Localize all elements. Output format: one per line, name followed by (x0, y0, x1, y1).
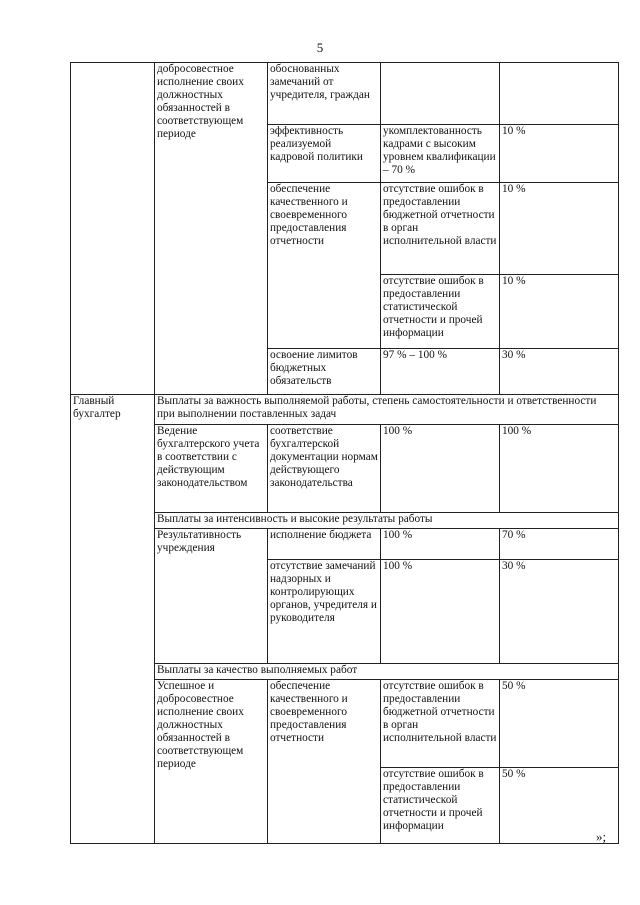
position-cell-empty (71, 63, 155, 395)
section-title: Выплаты за интенсивность и высокие результаты работы (155, 513, 619, 529)
table-row (71, 395, 619, 425)
indicator-cell: отсутствие ошибок в предоставлении бюджетной отчетности в орган исполнительной власти (381, 183, 500, 275)
section-title: Выплаты за важность выполняемой работы, степень самостоятельности и ответственности при выполнении поставленных задач (155, 395, 619, 425)
value-cell: 50 % (500, 768, 619, 844)
condition-cell: отсутствие замечаний надзорных и контролирующих органов, учредителя и руководителя (268, 560, 381, 664)
indicator-cell (381, 63, 500, 125)
criterion-cell: Результативность учреждения (155, 529, 268, 664)
condition-cell: эффективность реализуемой кадровой политики (268, 125, 381, 183)
indicator-cell: отсутствие ошибок в предоставлении статистической отчетности и прочей информации (381, 768, 500, 844)
value-cell: 30 % (500, 349, 619, 395)
value-cell: 10 % (500, 183, 619, 275)
indicator-cell: укомплектованность кадрами с высоким уровнем квалификации – 70 % (381, 125, 500, 183)
indicator-cell: 100 % (381, 560, 500, 664)
closing-quote: »; (596, 829, 607, 844)
condition-cell: соответствие бухгалтерской документации нормам действующего законодательства (268, 425, 381, 513)
payments-table (70, 62, 619, 844)
value-cell: 10 % (500, 125, 619, 183)
condition-cell: исполнение бюджета (268, 529, 381, 560)
table-row (71, 63, 619, 125)
criterion-cell: добросовестное исполнение своих должностных обязанностей в соответствующем периоде (155, 63, 268, 395)
section-title: Выплаты за качество выполняемых работ (155, 664, 619, 680)
value-cell (500, 63, 619, 125)
criterion-cell: Успешное и добросовестное исполнение своих должностных обязанностей в соответствующем периоде (155, 680, 268, 844)
page-number: 5 (316, 40, 324, 55)
value-cell: 10 % (500, 275, 619, 349)
indicator-cell: 100 % (381, 529, 500, 560)
value-cell: 30 % (500, 560, 619, 664)
position-cell: Главный бухгалтер (71, 395, 155, 844)
criterion-cell: Ведение бухгалтерского учета в соответствии с действующим законодательством (155, 425, 268, 513)
indicator-cell: 97 % – 100 % (381, 349, 500, 395)
value-cell: 70 % (500, 529, 619, 560)
value-cell: 100 % (500, 425, 619, 513)
condition-cell: освоение лимитов бюджетных обязательств (268, 349, 381, 395)
indicator-cell: отсутствие ошибок в предоставлении статистической отчетности и прочей информации (381, 275, 500, 349)
condition-cell: обоснованных замечаний от учредителя, граждан (268, 63, 381, 125)
condition-cell: обеспечение качественного и своевременного предоставления отчетности (268, 680, 381, 844)
indicator-cell: 100 % (381, 425, 500, 513)
condition-cell: обеспечение качественного и своевременного предоставления отчетности (268, 183, 381, 349)
indicator-cell: отсутствие ошибок в предоставлении бюджетной отчетности в орган исполнительной власти (381, 680, 500, 768)
value-cell: 50 % (500, 680, 619, 768)
